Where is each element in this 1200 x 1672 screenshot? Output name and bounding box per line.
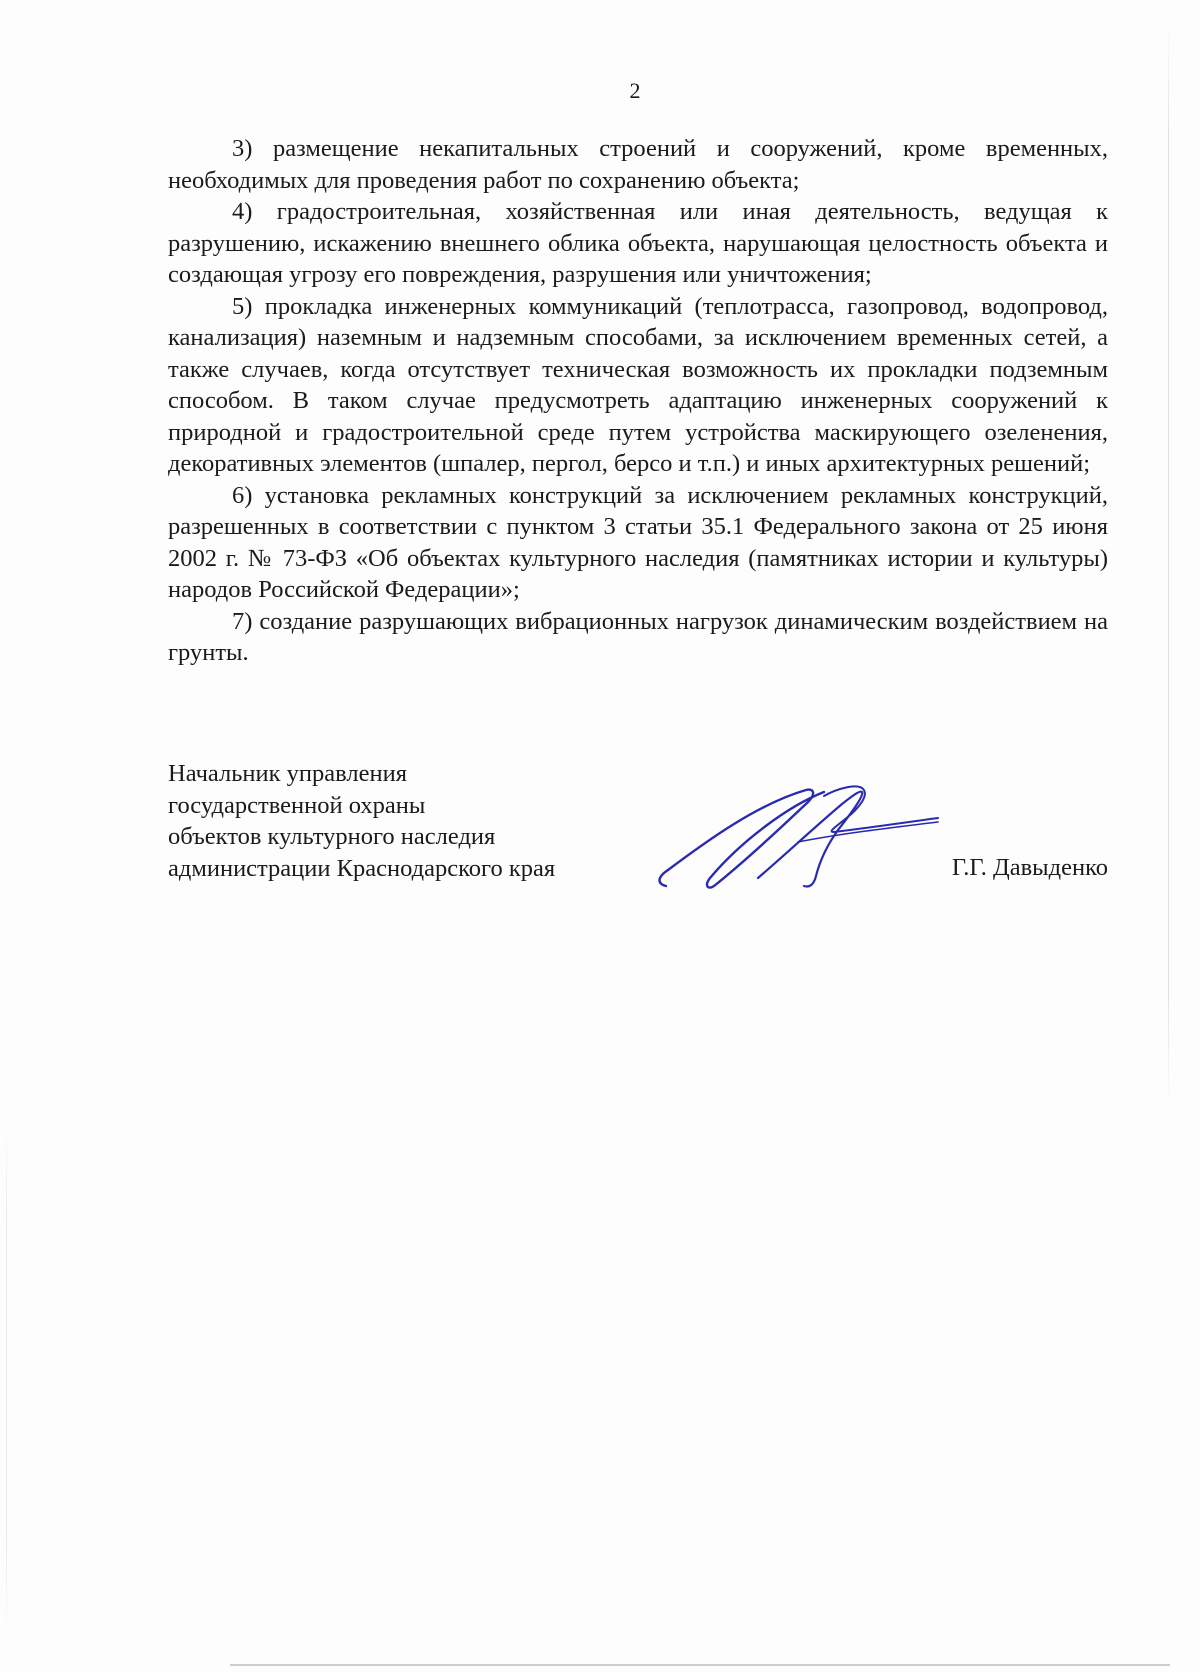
signer-title-line: объектов культурного наследия <box>168 823 496 850</box>
signer-title-line: администрации Краснодарского края <box>168 854 556 882</box>
paragraph-item-5: 5) прокладка инженерных коммуникаций (теплотрасса, газопровод, водопровод, канализация) наземным и надземным способами, за исключением временных сетей, а также случаев, когда отсутствует техническая возможность их прокладки подземным способом. В таком случае предусмотреть адаптацию инженерных сооружений к природной и градостроительной среде путем устройства маскирующего озеленения, декоративных элементов (шпалер, пергол, берсо и т.п.) и иных архитектурных решений; <box>168 292 1108 477</box>
paragraph-item-4: 4) градостроительная, хозяйственная или иная деятельность, ведущая к разрушению, искажению внешнего облика объекта, нарушающая целостность объекта и создающая угрозу его повреждения, разрушения или уничтожения; <box>168 198 1108 288</box>
signer-name: Г.Г. Давыденко <box>951 854 1108 881</box>
signer-title-line: государственной охраны <box>168 791 426 819</box>
scan-edge-bottom <box>230 1664 1170 1666</box>
scan-edge-left <box>6 1120 7 1640</box>
paragraph-item-6: 6) установка рекламных конструкций за исключением рекламных конструкций, разрешенных в соответствии с пунктом 3 статьи 35.1 Федерального закона от 25 июня 2002 г. № 73-ФЗ «Об объектах культурного наследия (памятниках истории и культуры) народов Российской Федерации»; <box>168 481 1108 603</box>
page-number: 2 <box>629 78 641 103</box>
scan-edge-right <box>1168 20 1169 1110</box>
paragraph-item-3: 3) размещение некапитальных строений и сооружений, кроме временных, необходимых для проведения работ по сохранению объекта; <box>168 135 1108 194</box>
paragraph-item-7: 7) создание разрушающих вибрационных нагрузок динамическим воздействием на грунты. <box>168 607 1108 666</box>
document-body <box>168 133 1108 669</box>
signer-title-line: Начальник управления <box>168 760 407 787</box>
signature-block <box>168 758 1108 898</box>
